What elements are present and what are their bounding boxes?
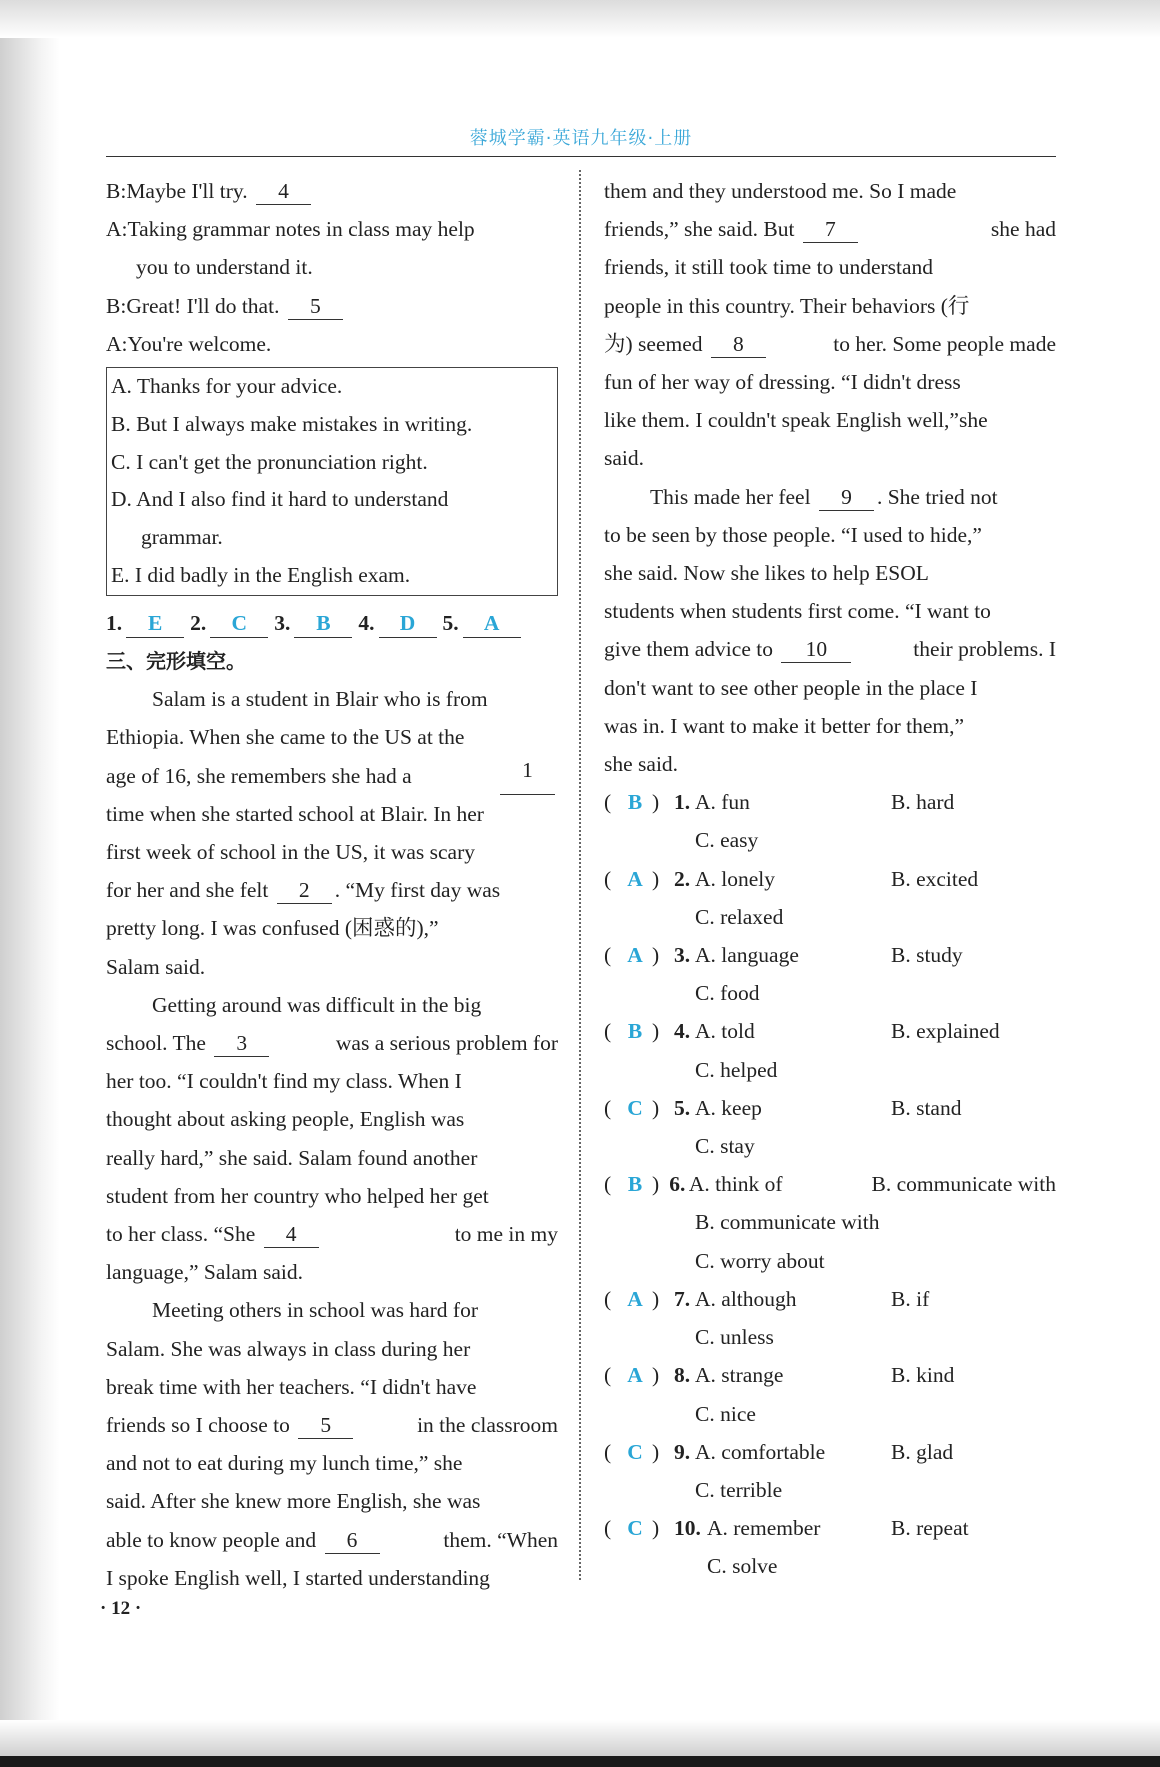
section-title: 三、完形填空。	[106, 649, 246, 673]
text-line: students when students first come. “I want to	[604, 599, 991, 624]
text-line: friends,” she said. But 7 she had	[604, 217, 1056, 242]
paren-open: (	[604, 1172, 612, 1197]
text-line: really hard,” she said. Salam found another	[106, 1145, 478, 1170]
text-line: pretty long. I was confused (困惑的),”	[106, 916, 439, 941]
question-number: 3.	[674, 943, 691, 968]
question-item	[604, 1089, 1056, 1127]
option-item: A. Thanks for your advice.	[111, 374, 343, 399]
text-line: said.	[604, 446, 645, 471]
page-number: · 12 ·	[100, 1598, 142, 1619]
blank[interactable]: 10	[781, 636, 851, 663]
text-line: Getting around was difficult in the big	[152, 992, 482, 1017]
text-line: first week of school in the US, it was scary	[106, 840, 476, 865]
option-b: B. explained	[891, 1019, 1000, 1044]
paren-open: (	[604, 943, 612, 968]
text-line: friends so I choose to 5 in the classroom	[106, 1413, 558, 1438]
text-line: was in. I want to make it better for them,”	[604, 713, 965, 738]
text-line: language,” Salam said.	[106, 1260, 304, 1285]
answer-slot[interactable]	[604, 1165, 669, 1203]
answer-letter: C	[627, 1439, 643, 1464]
answer-slot[interactable]	[604, 1089, 674, 1127]
answer-slot[interactable]	[604, 1356, 674, 1394]
paren-close: )	[652, 943, 660, 968]
question-number: 2.	[674, 866, 691, 891]
question-item	[604, 1509, 1056, 1547]
blank[interactable]: 2	[277, 877, 332, 904]
option-c: C. solve	[707, 1554, 778, 1579]
blank[interactable]: 6	[325, 1527, 380, 1554]
option-item: C. I can't get the pronunciation right.	[111, 449, 428, 474]
option-b: B. glad	[891, 1439, 954, 1464]
text-line: them and they understood me. So I made	[604, 179, 957, 203]
question-item	[604, 1012, 1056, 1050]
option-c: C. food	[695, 981, 760, 1006]
blank[interactable]: 3	[214, 1030, 269, 1057]
answer-letter: B	[627, 1019, 643, 1044]
page-shadow-top	[0, 0, 1160, 38]
dialog-line: you to understand it.	[136, 255, 313, 280]
option-c: C. stay	[695, 1134, 755, 1159]
option-a: A. lonely	[695, 866, 776, 891]
paren-close: )	[652, 1172, 660, 1197]
column-divider	[579, 170, 581, 1580]
paren-open: (	[604, 1019, 612, 1044]
page-shadow-bottom	[0, 1720, 1160, 1756]
bottom-bar	[0, 1756, 1160, 1767]
question-number: 6.	[669, 1172, 686, 1197]
answer-slot[interactable]	[604, 1280, 674, 1318]
option-a: A. comfortable	[695, 1439, 826, 1464]
question-item	[604, 1356, 1056, 1394]
option-a: A. fun	[695, 790, 750, 815]
paren-close: )	[652, 1019, 660, 1044]
answer-blank[interactable]: D	[379, 609, 437, 638]
left-column	[106, 172, 558, 1597]
paren-close: )	[652, 866, 660, 891]
question-number: 8.	[674, 1363, 691, 1388]
blank[interactable]: 7	[803, 216, 858, 243]
text-line: give them advice to 10 their problems. I	[604, 637, 1056, 662]
text-line: to her class. “She 4 to me in my	[106, 1222, 558, 1247]
option-b: B. if	[891, 1286, 930, 1311]
question-number: 7.	[674, 1286, 691, 1311]
paren-close: )	[652, 1286, 660, 1311]
paren-close: )	[652, 790, 660, 815]
right-column	[604, 172, 1056, 1586]
option-c: C. relaxed	[695, 904, 784, 929]
text-line: age of 16, she remembers she had a 1	[106, 757, 558, 795]
option-b: B. kind	[891, 1363, 955, 1388]
option-item: B. But I always make mistakes in writing.	[111, 411, 473, 436]
text-line: for her and she felt 2 . “My first day was	[106, 878, 501, 903]
answer-slot[interactable]	[604, 936, 674, 974]
option-a: A. strange	[695, 1363, 784, 1388]
option-a: A. told	[695, 1019, 755, 1044]
answer-slot[interactable]	[604, 1012, 674, 1050]
text-line: Ethiopia. When she came to the US at the	[106, 725, 465, 750]
text-line: said. After she knew more English, she was	[106, 1489, 481, 1514]
option-c: C. easy	[695, 828, 759, 853]
option-b: B. communicate with	[871, 1172, 1056, 1197]
blank[interactable]: 8	[711, 331, 766, 358]
option-a: A. remember	[707, 1516, 821, 1541]
answer-slot[interactable]	[604, 1509, 674, 1547]
text-line: don't want to see other people in the place I	[604, 675, 978, 700]
question-number: 1.	[674, 790, 691, 815]
paren-open: (	[604, 790, 612, 815]
answer-letter: C	[627, 1516, 643, 1541]
options-box	[106, 367, 558, 596]
answer-blank[interactable]: C	[210, 609, 268, 638]
option-b: B. study	[891, 943, 963, 968]
answer-slot[interactable]	[604, 1433, 674, 1471]
text-line: she said. Now she likes to help ESOL	[604, 561, 929, 586]
text-line: like them. I couldn't speak English well,”she	[604, 408, 988, 433]
paren-close: )	[652, 1516, 660, 1541]
page-header: 蓉城学霸·英语九年级·上册	[469, 128, 693, 149]
option-c: C. unless	[695, 1325, 774, 1350]
answer-letter: B	[627, 1172, 643, 1197]
paren-open: (	[604, 1439, 612, 1464]
paren-open: (	[604, 1363, 612, 1388]
answer-slot[interactable]	[604, 860, 674, 898]
answer-row: 1. E 2. C 3. B 4. D 5. A	[106, 604, 558, 642]
blank[interactable]: 5	[298, 1412, 353, 1439]
paren-close: )	[652, 1439, 660, 1464]
paren-open: (	[604, 866, 612, 891]
option-b: B. excited	[891, 866, 979, 891]
option-a: A. think of	[688, 1172, 783, 1197]
text-line: and not to eat during my lunch time,” she	[106, 1451, 463, 1476]
answer-blank[interactable]: A	[463, 609, 521, 638]
question-item	[604, 936, 1056, 974]
question-item	[604, 783, 1056, 821]
text-line: Meeting others in school was hard for	[152, 1298, 479, 1323]
dialog-line: A:You're welcome.	[106, 331, 272, 356]
option-c: C. helped	[695, 1057, 778, 1082]
text-line: Salam said.	[106, 954, 206, 979]
option-b: B. communicate with	[695, 1210, 880, 1235]
question-item	[604, 1165, 1056, 1203]
text-line: school. The 3 was a serious problem for	[106, 1031, 558, 1056]
header-rule	[106, 156, 1056, 157]
text-line: her too. “I couldn't find my class. When I	[106, 1069, 462, 1094]
text-line: This made her feel 9 . She tried not	[650, 484, 998, 509]
question-list	[604, 783, 1056, 1585]
question-item	[604, 860, 1056, 898]
blank[interactable]: 1	[500, 757, 555, 795]
question-item	[604, 1280, 1056, 1318]
answer-letter: A	[627, 1286, 643, 1311]
text-line: to be seen by those people. “I used to hide,”	[604, 522, 982, 547]
paren-open: (	[604, 1516, 612, 1541]
answer-letter: A	[627, 1363, 643, 1388]
blank[interactable]: 4	[264, 1221, 319, 1248]
answer-slot[interactable]	[604, 783, 674, 821]
option-c: C. terrible	[695, 1477, 783, 1502]
text-line: she said.	[604, 752, 679, 777]
text-line: time when she started school at Blair. In her	[106, 801, 484, 826]
text-line: Salam is a student in Blair who is from	[152, 687, 488, 712]
blank[interactable]: 4	[256, 178, 311, 205]
paren-close: )	[652, 1095, 660, 1120]
answer-letter: A	[627, 866, 643, 891]
text-line: I spoke English well, I started understanding	[106, 1565, 490, 1590]
dialog-line: A:Taking grammar notes in class may help	[106, 217, 475, 242]
paren-open: (	[604, 1095, 612, 1120]
page-shadow-left	[0, 0, 60, 1767]
paren-open: (	[604, 1286, 612, 1311]
dialog-line: B:Maybe I'll try. 4	[106, 172, 558, 210]
answer-letter: C	[627, 1095, 643, 1120]
blank[interactable]: 5	[288, 293, 343, 320]
text-line: 为) seemed 8 to her. Some people made	[604, 331, 1056, 356]
option-item: grammar.	[141, 525, 223, 550]
text-line: thought about asking people, English was	[106, 1107, 465, 1132]
text-line: Salam. She was always in class during her	[106, 1336, 471, 1361]
answer-blank[interactable]: E	[126, 609, 184, 638]
question-number: 5.	[674, 1095, 691, 1120]
question-item	[604, 1433, 1056, 1471]
answer-letter: A	[627, 943, 643, 968]
text-line: student from her country who helped her get	[106, 1183, 489, 1208]
option-b: B. repeat	[891, 1516, 969, 1541]
option-item: D. And I also find it hard to understand	[111, 487, 449, 512]
paren-close: )	[652, 1363, 660, 1388]
answer-letter: B	[627, 790, 643, 815]
option-b: B. stand	[891, 1095, 962, 1120]
option-c: C. worry about	[695, 1248, 825, 1273]
question-number: 9.	[674, 1439, 691, 1464]
option-c: C. nice	[695, 1401, 756, 1426]
dialog-line: B:Great! I'll do that. 5	[106, 287, 558, 325]
text-line: able to know people and 6 them. “When	[106, 1527, 558, 1552]
blank[interactable]: 9	[819, 484, 874, 511]
option-a: A. keep	[695, 1095, 762, 1120]
answer-blank[interactable]: B	[294, 609, 352, 638]
question-number: 4.	[674, 1019, 691, 1044]
text-line: break time with her teachers. “I didn't have	[106, 1374, 477, 1399]
option-a: A. language	[695, 943, 799, 968]
text-line: friends, it still took time to understand	[604, 255, 934, 280]
option-a: A. although	[695, 1286, 797, 1311]
text-line: fun of her way of dressing. “I didn't dress	[604, 370, 961, 395]
text-line: people in this country. Their behaviors (行	[604, 293, 970, 318]
question-number: 10.	[674, 1516, 701, 1541]
option-item: E. I did badly in the English exam.	[111, 563, 411, 587]
option-b: B. hard	[891, 790, 955, 815]
